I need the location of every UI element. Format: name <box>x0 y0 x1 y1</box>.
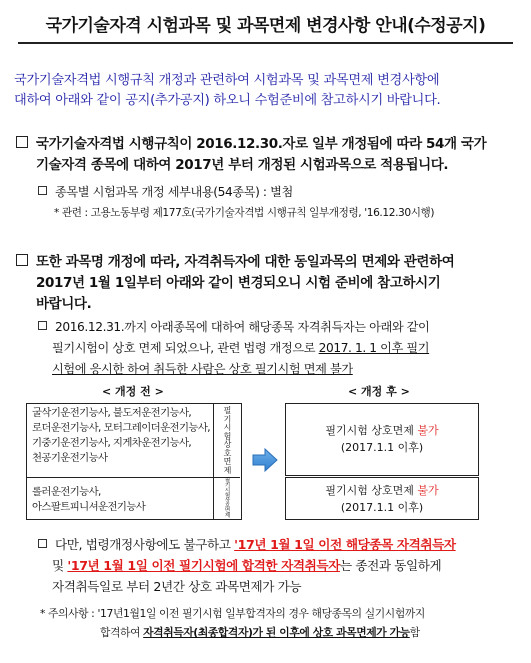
before-group2-list <box>27 485 213 519</box>
after-text: 필기시험 상호면제 <box>325 424 418 437</box>
before-label: < 개정 전 > <box>102 385 164 398</box>
after-label: < 개정 후 > <box>348 385 410 398</box>
section1-sub-text: 종목별 시험과목 개정 세부내용(54종목) : 별첨 <box>55 185 293 199</box>
caution-note <box>40 604 425 642</box>
section2-sub2 <box>38 534 456 597</box>
side-char: 상 <box>223 440 232 449</box>
small-checkbox-icon <box>38 321 47 330</box>
license-line: 천공기운전기능사 <box>32 452 108 464</box>
side-char: 시 <box>223 423 232 432</box>
section2-heading-line: 바랍니다. <box>36 296 92 312</box>
table-divider <box>27 477 240 478</box>
license-line: 굴삭기운전기능사, 불도저운전기능사, <box>32 407 192 419</box>
after-date: (2017.1.1 이후) <box>340 441 424 454</box>
side-char: 호 <box>224 503 231 509</box>
before-group1-side-label <box>213 404 241 477</box>
before-group2-side-label <box>213 478 241 519</box>
after-text: 필기시험 상호면제 <box>325 484 418 497</box>
after-red-text: 불가 <box>417 424 439 437</box>
section2-sub2-emphasis: '17년 1월 1일 이전 필기시험에 합격한 자격취득자 <box>67 558 340 573</box>
side-char: 필 <box>224 478 231 484</box>
side-char: 험 <box>224 493 231 499</box>
section2-heading-line: 또한 과목명 개정에 따라, 자격취득자에 대한 동일과목의 면제와 관련하여 <box>36 254 455 270</box>
intro-text <box>14 71 519 111</box>
caution-line: * 주의사항 : '17년1월1일 이전 필기시험 일부합격자의 경우 해당종목의 실기시험까지 <box>40 607 425 620</box>
intro-line: 국가기술자격법 시행규칙 개정과 관련하여 시험과목 및 과목면제 변경사항에 <box>14 73 440 88</box>
section2-sub2-text: 자격취득일로 부터 2년간 상호 과목면제가 가능 <box>52 579 302 594</box>
section2-sub-underlined: 2017. 1. 1 이후 필기 <box>318 341 430 355</box>
section1-note: * 관련 : 고용노동부령 제177호(국가기술자격법 시행규칙 일부개정령, '16.12.30시행) <box>54 207 435 219</box>
caution-text: 합격하여 <box>100 626 144 639</box>
after-red-text: 불가 <box>417 484 439 497</box>
page-title: 국가기술자격 시험과목 및 과목면제 변경사항 안내(수정공지) <box>45 16 486 36</box>
section2-sub2-text: 는 종전과 동일하게 <box>339 558 442 573</box>
side-char: 제 <box>223 465 232 475</box>
section2-heading-line: 2017년 1월 1일부터 아래와 같이 변경되오니 시험 준비에 참고하시기 <box>36 275 441 291</box>
side-char: 기 <box>223 414 232 424</box>
license-line: 로더운전기능사, 모터그레이더운전기능사, <box>32 422 210 434</box>
checkbox-icon <box>16 254 28 266</box>
section1-sub <box>38 182 293 203</box>
caution-text: 함 <box>409 626 420 639</box>
side-char: 시 <box>224 488 231 494</box>
after-date: (2017.1.1 이후) <box>340 501 424 514</box>
small-checkbox-icon <box>38 186 47 195</box>
side-char: 제 <box>224 513 231 519</box>
side-char: 기 <box>224 483 231 489</box>
license-line: 기중기운전기능사, 지게차운전기능사, <box>32 437 192 449</box>
side-char: 면 <box>223 457 232 466</box>
small-checkbox-icon <box>38 539 47 548</box>
section1-heading-line: 국가기술자격법 시행규칙이 2016.12.30.자로 일부 개정됨에 따라 54개 국가 <box>36 136 487 152</box>
license-line: 롤러운전기능사, <box>32 486 101 498</box>
caution-underlined: 자격취득자(최종합격자)가 된 이후에 상호 과목면제가 가능 <box>143 626 410 639</box>
after-box-group2 <box>285 477 479 520</box>
checkbox-icon <box>16 136 28 148</box>
before-group1-list <box>27 406 213 477</box>
side-char: 필 <box>223 406 232 415</box>
section2-sub-line: 필기시험이 상호 면제 되었으나, 관련 법령 개정으로 <box>52 341 319 355</box>
section2-sub2-emphasis: '17년 1월 1일 이전 해당종목 자격취득자 <box>234 537 456 552</box>
section2-sub-line-underlined: 시험에 응시한 하여 취득한 사람은 상호 필기시험 면제 불가 <box>52 362 353 376</box>
right-arrow-icon <box>252 448 278 476</box>
section2-sub2-text: 다만, 법령개정사항에도 불구하고 <box>55 537 235 552</box>
section2-sub <box>38 317 429 380</box>
section2-sub-line: 2016.12.31.까지 아래종목에 대하여 해당종목 자격취득자는 아래와 같이 <box>55 320 430 334</box>
section2-heading <box>16 252 516 315</box>
after-box-group1 <box>285 403 479 476</box>
side-char: 호 <box>223 448 232 458</box>
section1-heading <box>16 134 516 176</box>
section2-sub2-text: 및 <box>52 558 68 573</box>
title-underline <box>18 42 513 44</box>
before-table <box>26 403 242 520</box>
intro-line: 대하여 아래와 같이 공지(추가공지) 하오니 수험준비에 참고하시기 바랍니다. <box>14 93 441 108</box>
section1-heading-line: 기술자격 종목에 대하여 2017년 부터 개정된 시험과목으로 적용됩니다. <box>36 157 449 173</box>
side-char: 면 <box>224 508 231 514</box>
license-line: 아스팔트피니셔운전기능사 <box>32 501 146 513</box>
side-char: 상 <box>224 498 231 504</box>
side-char: 험 <box>223 431 232 441</box>
